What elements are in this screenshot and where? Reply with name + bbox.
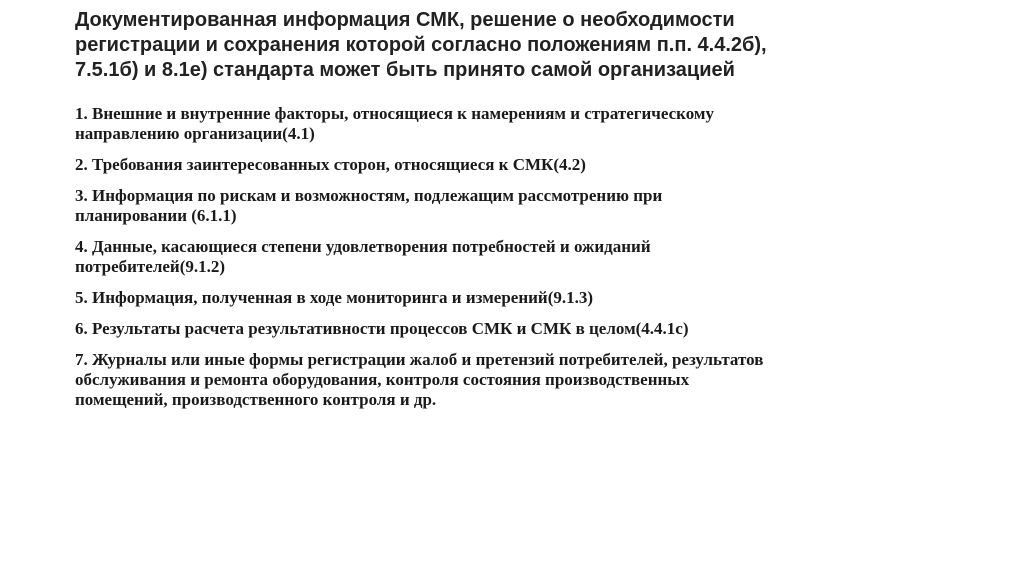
requirements-list	[75, 104, 975, 421]
item-line: 7. Журналы или иные формы регистрации жалоб и претензий потребителей, результатов	[75, 350, 764, 369]
list-item	[75, 186, 975, 226]
item-line: 3. Информация по рискам и возможностям, подлежащим рассмотрению при	[75, 186, 663, 205]
title-line: 7.5.1б) и 8.1е) стандарта может быть принято самой организацией	[75, 59, 735, 81]
list-item	[75, 155, 975, 175]
list-item	[75, 288, 975, 308]
item-line: направлению организации(4.1)	[75, 124, 315, 143]
list-item	[75, 104, 975, 144]
slide-title	[75, 8, 975, 83]
item-line: 6. Результаты расчета результативности процессов СМК и СМК в целом(4.4.1с)	[75, 319, 689, 338]
list-item	[75, 319, 975, 339]
item-line: помещений, производственного контроля и др.	[75, 390, 437, 409]
list-item	[75, 350, 975, 410]
item-line: 2. Требования заинтересованных сторон, относящиеся к СМК(4.2)	[75, 155, 586, 174]
item-line: обслуживания и ремонта оборудования, контроля состояния производственных	[75, 370, 690, 389]
list-item	[75, 237, 975, 277]
title-line: регистрации и сохранения которой согласно положениям п.п. 4.4.2б),	[75, 34, 767, 56]
item-line: 5. Информация, полученная в ходе мониторинга и измерений(9.1.3)	[75, 288, 594, 307]
item-line: планировании (6.1.1)	[75, 206, 237, 225]
item-line: 1. Внешние и внутренние факторы, относящиеся к намерениям и стратегическому	[75, 104, 715, 123]
title-line: Документированная информация СМК, решение о необходимости	[75, 9, 735, 31]
item-line: 4. Данные, касающиеся степени удовлетворения потребностей и ожиданий	[75, 237, 651, 256]
item-line: потребителей(9.1.2)	[75, 257, 226, 276]
